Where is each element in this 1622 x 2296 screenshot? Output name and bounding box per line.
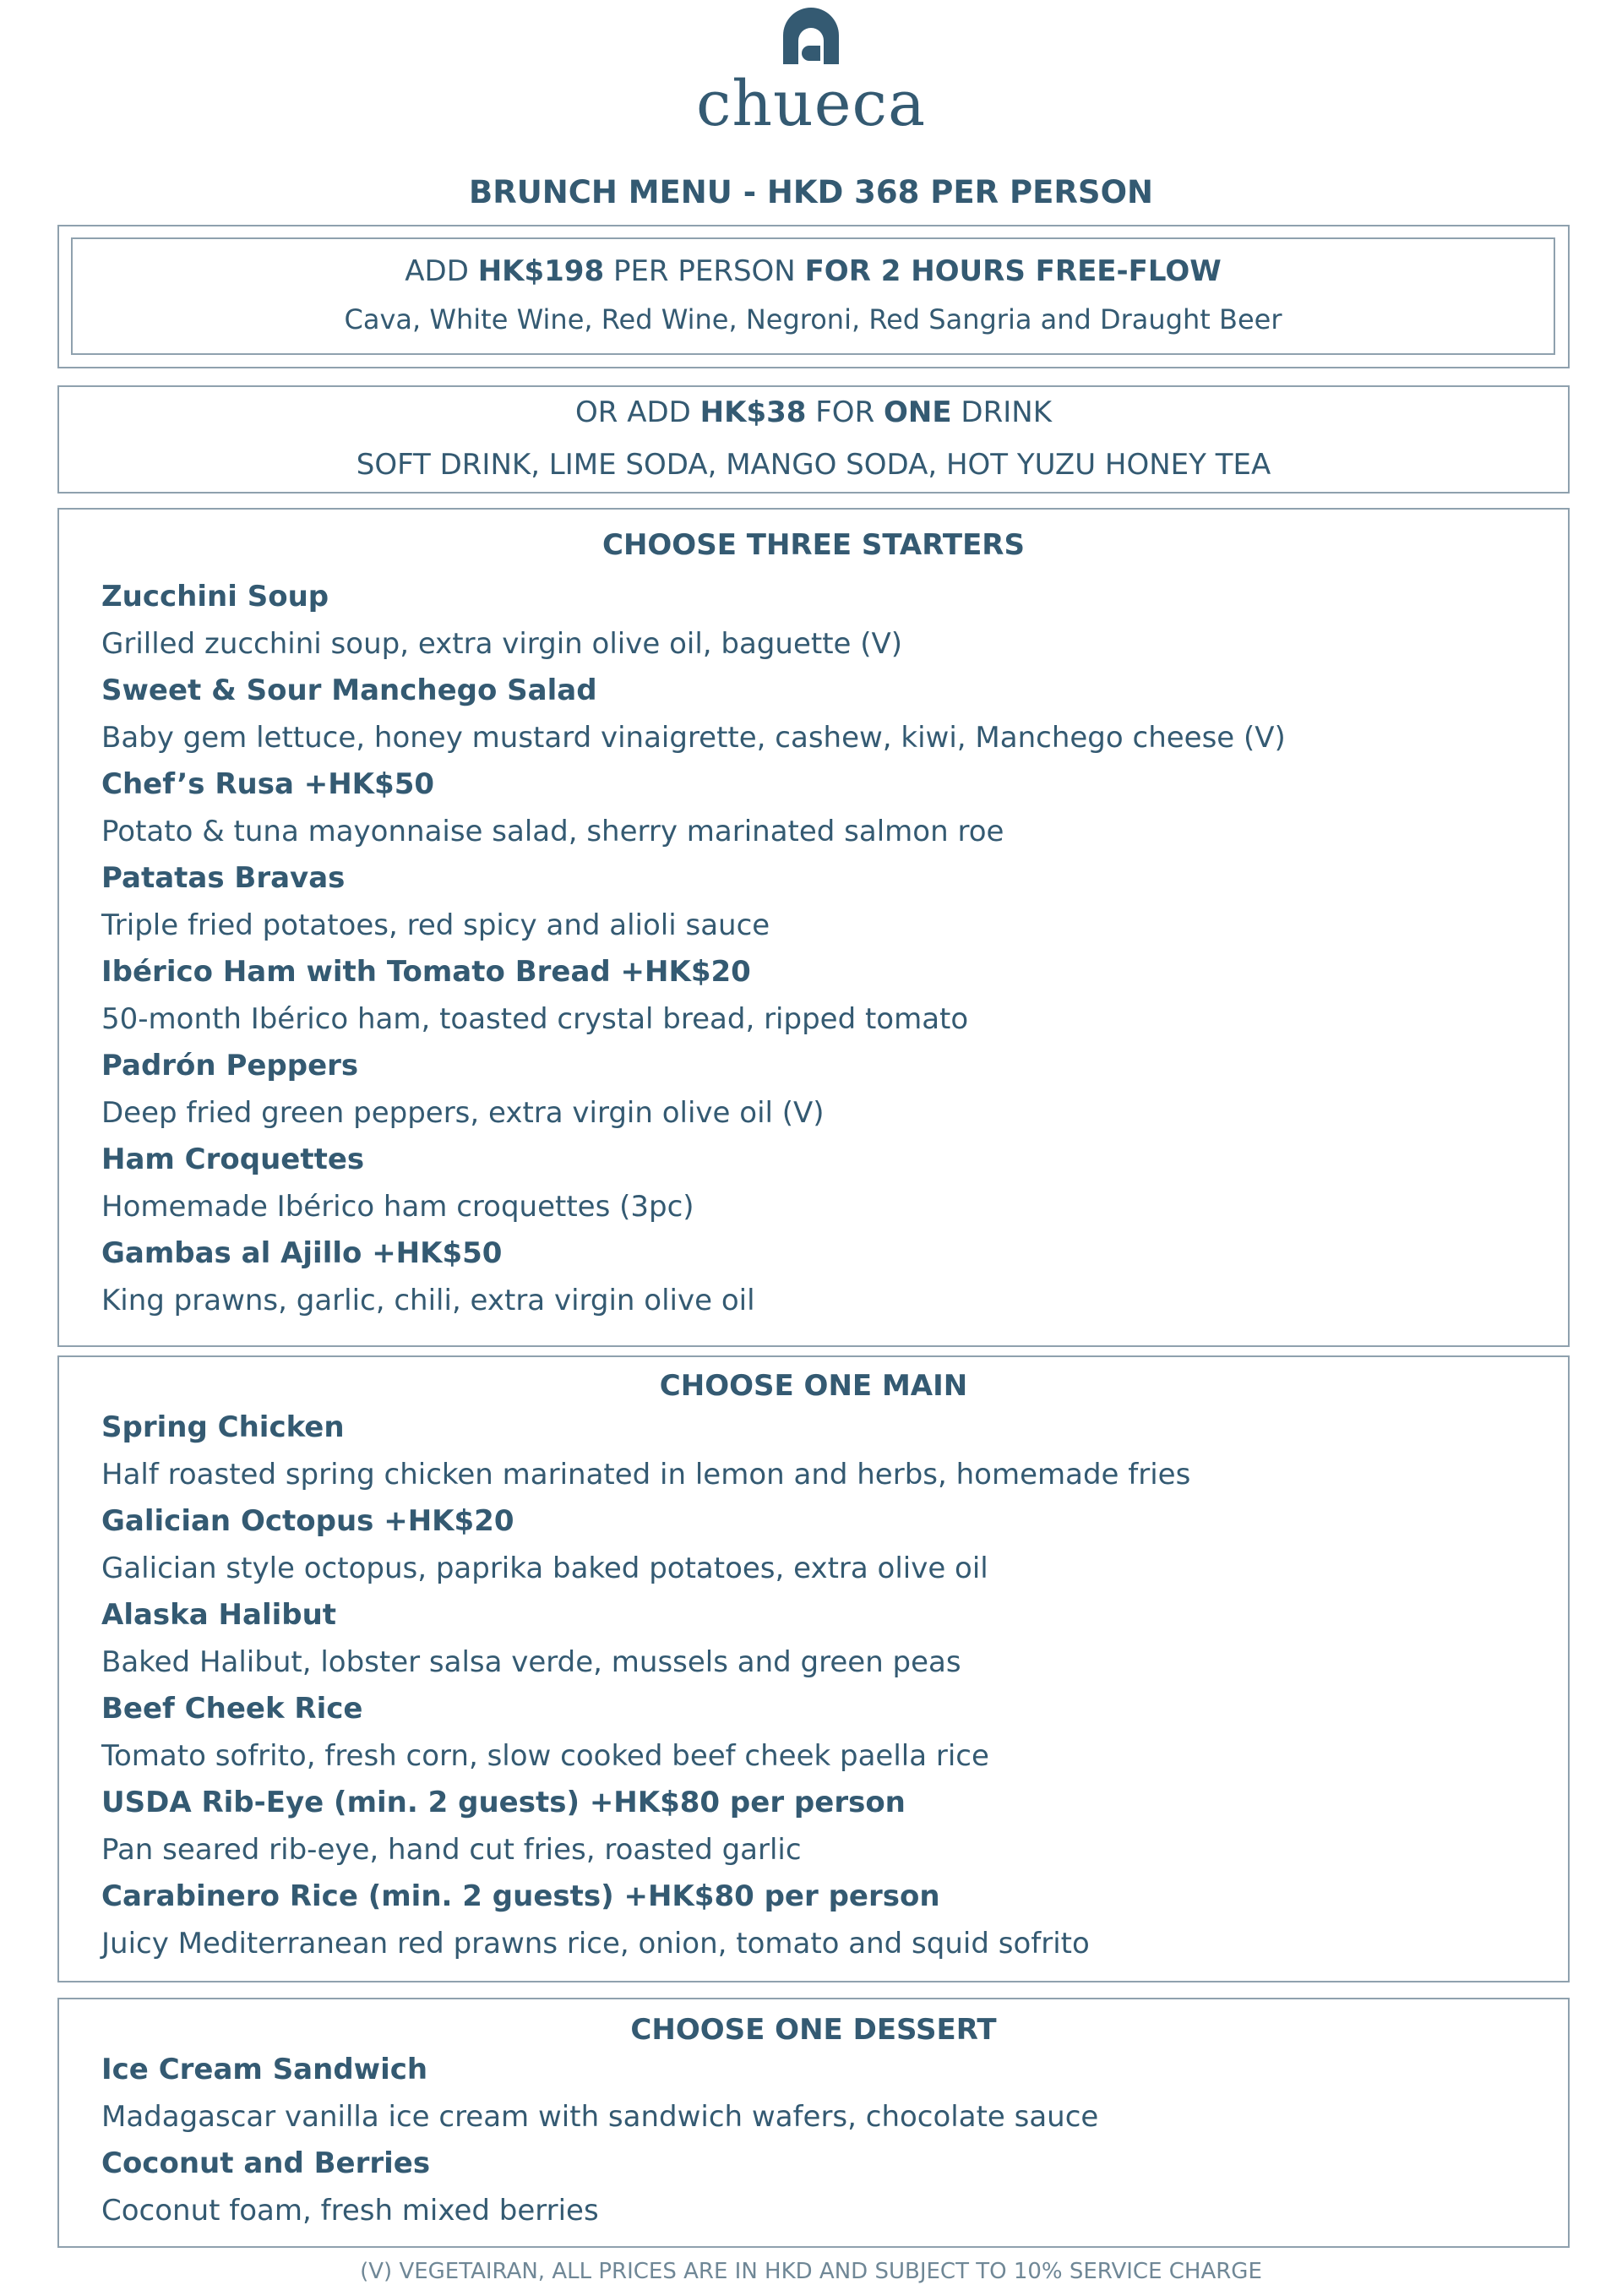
- free-flow-offer-line: [73, 254, 1554, 288]
- list-item: [101, 2141, 1551, 2234]
- list-item: [101, 949, 1551, 1043]
- dish-description: Baby gem lettuce, honey mustard vinaigrette, cashew, kiwi, Manchego cheese (V): [101, 721, 1286, 755]
- one-drink-box: [57, 385, 1570, 494]
- dish-name: Ice Cream Sandwich: [101, 2053, 428, 2086]
- list-item: [101, 668, 1551, 761]
- list-item: [101, 1043, 1551, 1137]
- starters-section-title: CHOOSE THREE STARTERS: [602, 528, 1025, 562]
- dish-name: Ham Croquettes: [101, 1143, 365, 1176]
- dish-name: Patatas Bravas: [101, 861, 346, 895]
- starters-list: [101, 574, 1551, 1324]
- dish-description: Grilled zucchini soup, extra virgin olive oil, baguette (V): [101, 627, 903, 661]
- dish-description: Juicy Mediterranean red prawns rice, onion, tomato and squid sofrito: [101, 1927, 1090, 1961]
- dish-name: Padrón Peppers: [101, 1049, 359, 1083]
- dish-name: Zucchini Soup: [101, 580, 329, 614]
- free-flow-drinks-list: Cava, White Wine, Red Wine, Negroni, Red Sangria and Draught Beer: [344, 303, 1282, 335]
- desserts-section-title: CHOOSE ONE DESSERT: [630, 2013, 997, 2047]
- list-item: [101, 1873, 1551, 1967]
- one-drink-offer-line: [59, 395, 1568, 429]
- dish-description: Baked Halibut, lobster salsa verde, mussels and green peas: [101, 1645, 961, 1679]
- dish-name: Carabinero Rice (min. 2 guests) +HK$80 per person: [101, 1879, 940, 1913]
- dish-description: King prawns, garlic, chili, extra virgin olive oil: [101, 1284, 755, 1317]
- dish-description: Potato & tuna mayonnaise salad, sherry marinated salmon roe: [101, 815, 1004, 848]
- desserts-section: [57, 1998, 1570, 2248]
- dish-name: Alaska Halibut: [101, 1598, 337, 1632]
- one-drink-price: HK$38: [699, 395, 807, 429]
- one-drink-or-add-text: OR ADD: [575, 395, 691, 429]
- list-item: [101, 574, 1551, 668]
- list-item: [101, 1498, 1551, 1592]
- mains-section-title: CHOOSE ONE MAIN: [659, 1369, 968, 1403]
- dish-name: Coconut and Berries: [101, 2146, 431, 2180]
- one-drink-drink-text: DRINK: [961, 395, 1052, 429]
- list-item: [101, 2047, 1551, 2141]
- dish-name: Gambas al Ajillo +HK$50: [101, 1236, 503, 1270]
- one-drink-for-text: FOR: [815, 395, 875, 429]
- dish-name: USDA Rib-Eye (min. 2 guests) +HK$80 per person: [101, 1786, 906, 1819]
- dish-name: Sweet & Sour Manchego Salad: [101, 674, 597, 707]
- dish-name: Ibérico Ham with Tomato Bread +HK$20: [101, 955, 751, 989]
- free-flow-price: HK$198: [477, 254, 605, 288]
- desserts-list: [101, 2047, 1551, 2234]
- menu-title: BRUNCH MENU - HKD 368 PER PERSON: [469, 174, 1153, 210]
- list-item: [101, 1780, 1551, 1873]
- free-flow-per-person-text: PER PERSON: [612, 254, 796, 288]
- mains-section: [57, 1355, 1570, 1982]
- one-drink-options-list: SOFT DRINK, LIME SODA, MANGO SODA, HOT YUZU HONEY TEA: [356, 448, 1271, 482]
- dish-description: Pan seared rib-eye, hand cut fries, roasted garlic: [101, 1833, 802, 1867]
- dish-description: 50-month Ibérico ham, toasted crystal bread, ripped tomato: [101, 1002, 969, 1036]
- list-item: [101, 1592, 1551, 1686]
- list-item: [101, 1404, 1551, 1498]
- list-item: [101, 1230, 1551, 1324]
- dish-name: Spring Chicken: [101, 1410, 345, 1444]
- list-item: [101, 1137, 1551, 1230]
- dish-description: Deep fried green peppers, extra virgin olive oil (V): [101, 1096, 825, 1130]
- dish-description: Madagascar vanilla ice cream with sandwich wafers, chocolate sauce: [101, 2100, 1099, 2134]
- dish-description: Triple fried potatoes, red spicy and alioli sauce: [101, 908, 770, 942]
- free-flow-add-text: ADD: [405, 254, 469, 288]
- dish-description: Tomato sofrito, fresh corn, slow cooked beef cheek paella rice: [101, 1739, 989, 1773]
- dish-description: Half roasted spring chicken marinated in lemon and herbs, homemade fries: [101, 1458, 1191, 1492]
- chueca-logo-icon: [781, 7, 841, 66]
- free-flow-box: [71, 237, 1555, 355]
- list-item: [101, 1686, 1551, 1780]
- starters-section: [57, 508, 1570, 1347]
- dish-description: Galician style octopus, paprika baked potatoes, extra olive oil: [101, 1552, 988, 1585]
- list-item: [101, 855, 1551, 949]
- mains-list: [101, 1404, 1551, 1967]
- dish-description: Homemade Ibérico ham croquettes (3pc): [101, 1190, 694, 1224]
- free-flow-duration: FOR 2 HOURS FREE-FLOW: [804, 254, 1222, 288]
- dish-name: Chef’s Rusa +HK$50: [101, 767, 435, 801]
- dish-name: Beef Cheek Rice: [101, 1692, 363, 1726]
- brand-logo-wordmark: chueca: [695, 68, 927, 140]
- list-item: [101, 761, 1551, 855]
- one-drink-one-text: ONE: [884, 395, 952, 429]
- dish-name: Galician Octopus +HK$20: [101, 1504, 514, 1538]
- footnote: (V) VEGETAIRAN, ALL PRICES ARE IN HKD AND SUBJECT TO 10% SERVICE CHARGE: [360, 2259, 1262, 2284]
- dish-description: Coconut foam, fresh mixed berries: [101, 2194, 599, 2228]
